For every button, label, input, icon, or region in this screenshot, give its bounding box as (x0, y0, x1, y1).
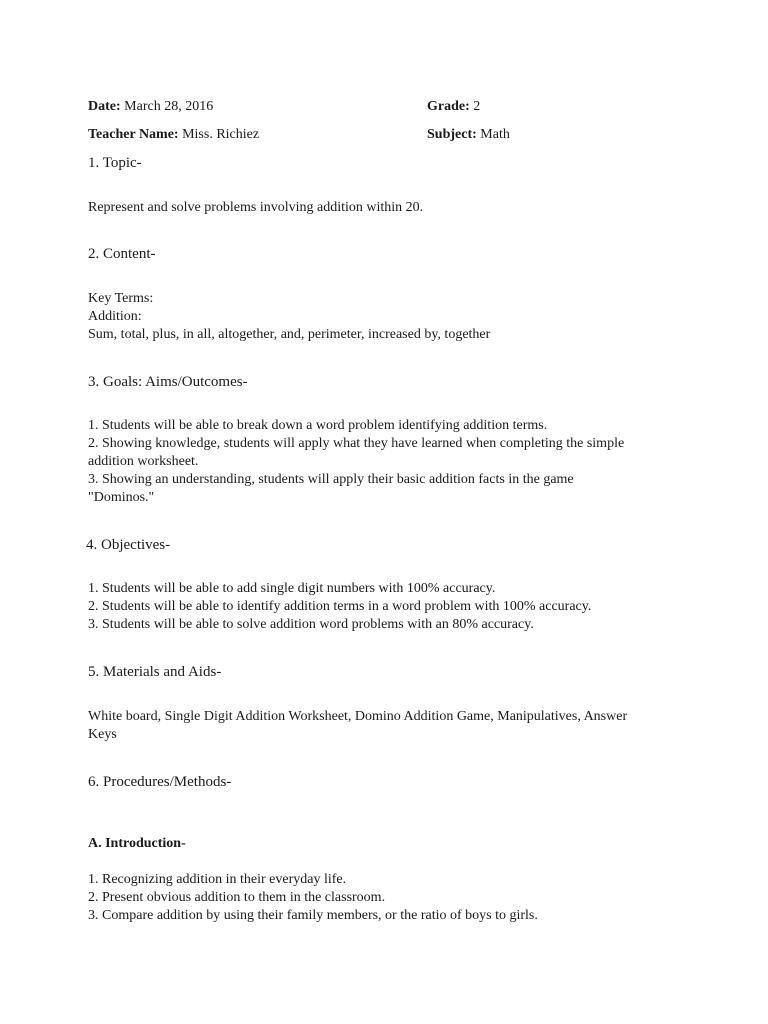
date-field (88, 98, 213, 116)
section-heading-objectives: 4. Objectives- (86, 537, 171, 553)
objectives-line: 3. Students will be able to solve addition word problems with an 80% accuracy. (88, 617, 534, 632)
section-heading-materials: 5. Materials and Aids- (88, 664, 222, 680)
section-heading-content: 2. Content- (88, 246, 156, 262)
content-line: Addition: (88, 309, 142, 324)
subject-value: Math (480, 127, 510, 142)
teacher-field (88, 126, 259, 144)
section-heading-procedures: 6. Procedures/Methods- (88, 774, 232, 790)
introduction-line: 3. Compare addition by using their family members, or the ratio of boys to girls. (88, 908, 538, 923)
goals-line: addition worksheet. (88, 454, 199, 469)
content-line: Sum, total, plus, in all, altogether, and, perimeter, increased by, together (88, 327, 491, 342)
materials-body (88, 708, 688, 744)
teacher-label: Teacher Name: (88, 127, 179, 142)
date-label: Date: (88, 99, 121, 114)
subject-field (427, 126, 510, 144)
topic-body (88, 199, 688, 217)
subheading-introduction: A. Introduction- (88, 836, 186, 851)
topic-line: Represent and solve problems involving addition within 20. (88, 200, 424, 215)
goals-body (88, 417, 688, 507)
introduction-body (88, 871, 688, 925)
section-heading-goals: 3. Goals: Aims/Outcomes- (88, 374, 248, 390)
goals-line: 2. Showing knowledge, students will apply what they have learned when completing the simple (88, 436, 625, 451)
introduction-line: 2. Present obvious addition to them in the classroom. (88, 890, 386, 905)
introduction-line: 1. Recognizing addition in their everyday life. (88, 872, 347, 887)
objectives-line: 1. Students will be able to add single digit numbers with 100% accuracy. (88, 581, 496, 596)
grade-value: 2 (473, 99, 481, 114)
goals-line: 1. Students will be able to break down a word problem identifying addition terms. (88, 418, 548, 433)
goals-line: 3. Showing an understanding, students will apply their basic addition facts in the game (88, 472, 574, 487)
materials-line: White board, Single Digit Addition Worksheet, Domino Addition Game, Manipulatives, Answer (88, 709, 628, 724)
content-body (88, 290, 688, 344)
teacher-value: Miss. Richiez (182, 127, 260, 142)
goals-line: "Dominos." (88, 490, 155, 505)
materials-line: Keys (88, 727, 117, 742)
lesson-plan-page (88, 0, 688, 1024)
grade-label: Grade: (427, 99, 470, 114)
objectives-body (88, 580, 688, 634)
date-value: March 28, 2016 (124, 99, 214, 114)
grade-field (427, 98, 480, 116)
objectives-line: 2. Students will be able to identify addition terms in a word problem with 100% accuracy. (88, 599, 592, 614)
section-heading-topic: 1. Topic- (88, 155, 142, 171)
content-line: Key Terms: (88, 291, 154, 306)
subject-label: Subject: (427, 127, 477, 142)
